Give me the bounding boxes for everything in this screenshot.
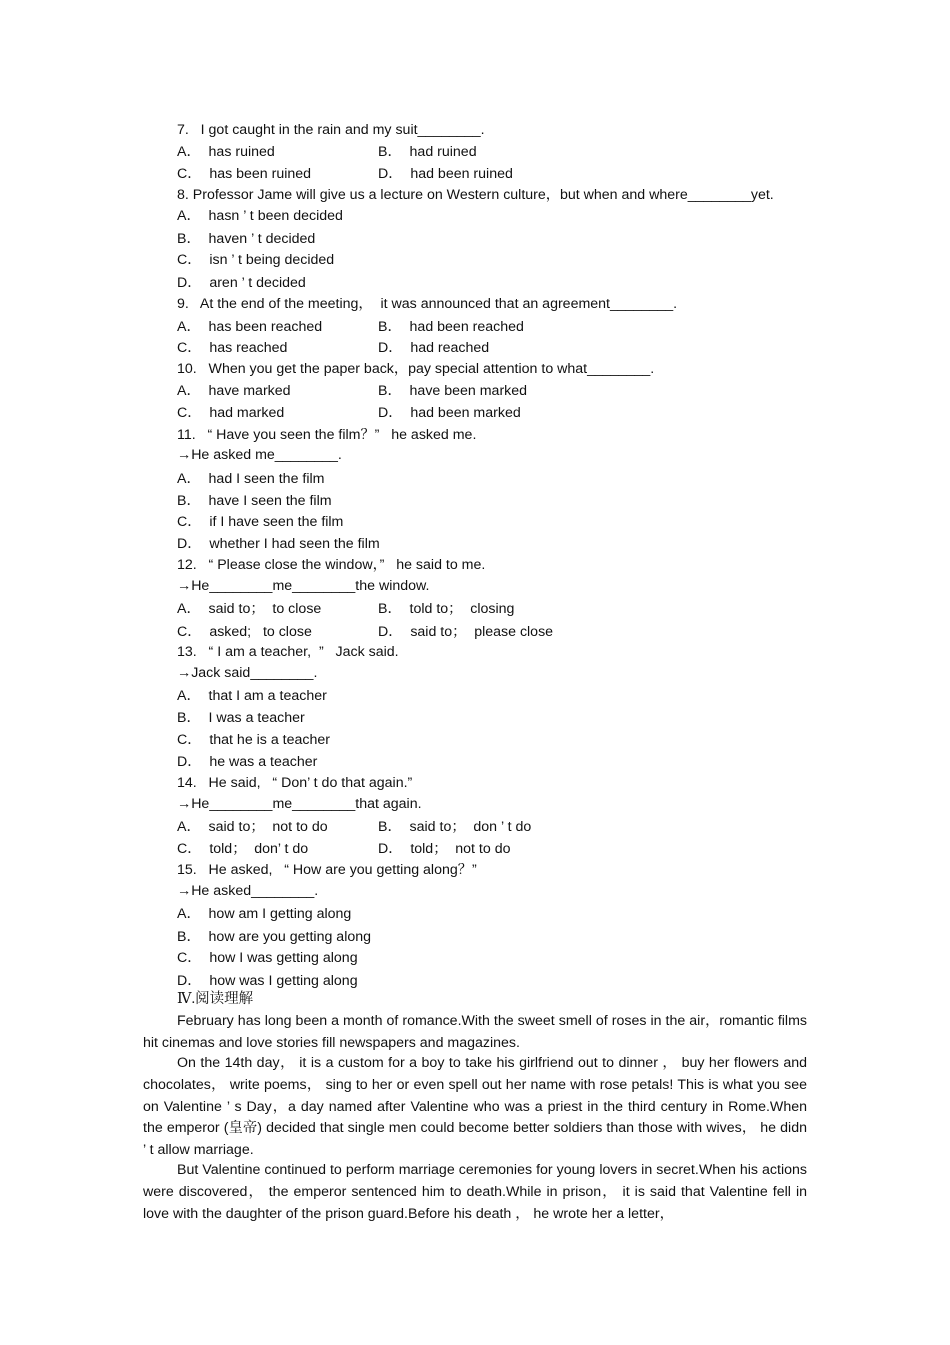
question-10-option-a: A． have marked [177,383,291,399]
question-7-option-a: A． has ruined [177,144,275,160]
question-13-option-a: A． that I am a teacher [177,688,327,704]
reading-paragraph-1: February has long been a month of romance.With the sweet smell of roses in the air，romantic films hit cinemas and love stories fill newspapers and magazines. [143,1013,807,1051]
question-14-transform: →He________me________that again. [177,796,422,812]
question-9-option-a: A． has been reached [177,319,323,335]
question-7-option-c: C． has been ruined [177,166,312,182]
question-9-option-b: B． had been reached [378,319,524,335]
question-14-option-a: A． said to； not to do [177,819,328,835]
question-15-option-d: D． how was I getting along [177,973,358,989]
question-7-stem: 7. I got caught in the rain and my suit________. [177,122,485,138]
question-14-stem: 14. He said, “ Don’ t do that again.” [177,775,413,791]
question-15-option-c: C． how I was getting along [177,950,358,966]
question-15-option-b: B． how are you getting along [177,929,372,945]
question-13-stem: 13. “ I am a teacher, ” Jack said. [177,644,399,660]
reading-paragraph-3: But Valentine continued to perform marriage ceremonies for young lovers in secret.When his actions were discovered， the emperor sentenced him to death.While in prison， it is said that Valentine fell in love with the daughter of the prison guard.Before his death ， he wrote her a letter， [143,1162,807,1222]
question-7-option-d: D． had been ruined [378,166,513,182]
question-11-transform: →He asked me________. [177,447,342,463]
question-8-option-d: D． aren ’ t decided [177,275,306,291]
question-12-stem: 12. “ Please close the window，” he said to me. [177,557,486,573]
question-12-option-c: C． asked; to close [177,624,312,640]
question-14-option-d: D． told； not to do [378,841,511,857]
question-13-option-b: B． I was a teacher [177,710,305,726]
question-14-option-c: C． told； don’ t do [177,841,309,857]
question-15-transform: →He asked________. [177,883,319,899]
question-14-option-b: B． said to； don ’ t do [378,819,532,835]
question-10-option-c: C． had marked [177,405,285,421]
section-title: Ⅳ.阅读理解 [177,991,254,1007]
question-11-option-c: C． if I have seen the film [177,514,344,530]
question-11-option-d: D． whether I had seen the film [177,536,380,552]
question-8-stem: 8. Professor Jame will give us a lecture on Western culture，but when and where________yet. [177,187,774,203]
question-15-stem: 15. He asked, “ How are you getting along？” [177,862,477,878]
question-12-option-d: D． said to； please close [378,624,554,640]
question-11-stem: 11. “ Have you seen the film？” he asked me. [177,427,477,443]
question-13-transform: →Jack said________. [177,665,318,681]
question-13-option-d: D． he was a teacher [177,754,318,770]
question-11-option-b: B． have I seen the film [177,493,332,509]
question-7-option-b: B． had ruined [378,144,477,160]
question-8-option-a: A． hasn ’ t been decided [177,208,343,224]
question-10-stem: 10. When you get the paper back，pay special attention to what________. [177,361,655,377]
question-8-option-c: C． isn ’ t being decided [177,252,335,268]
question-12-option-a: A． said to； to close [177,601,322,617]
question-11-option-a: A． had I seen the film [177,471,325,487]
question-12-transform: →He________me________the window. [177,578,430,594]
question-10-option-d: D． had been marked [378,405,521,421]
question-12-option-b: B． told to； closing [378,601,515,617]
question-8-option-b: B． haven ’ t decided [177,231,316,247]
question-9-option-c: C． has reached [177,340,288,356]
reading-paragraph-2: On the 14th day， it is a custom for a boy to take his girlfriend out to dinner ， buy her flowers and chocolates， write poems， sing to her or even spell out her name with rose petals! This is what you see on Valentine ’ s Day，a day named after Valentine who was a priest in the third century in Rome.When the emperor (皇帝) decided that single men could become better soldiers than those with wives， he didn ’ t allow marriage. [143,1055,807,1159]
question-9-option-d: D． had reached [378,340,490,356]
question-9-stem: 9. At the end of the meeting， it was announced that an agreement________. [177,296,678,312]
question-10-option-b: B． have been marked [378,383,528,399]
question-13-option-c: C． that he is a teacher [177,732,330,748]
question-15-option-a: A． how am I getting along [177,906,352,922]
